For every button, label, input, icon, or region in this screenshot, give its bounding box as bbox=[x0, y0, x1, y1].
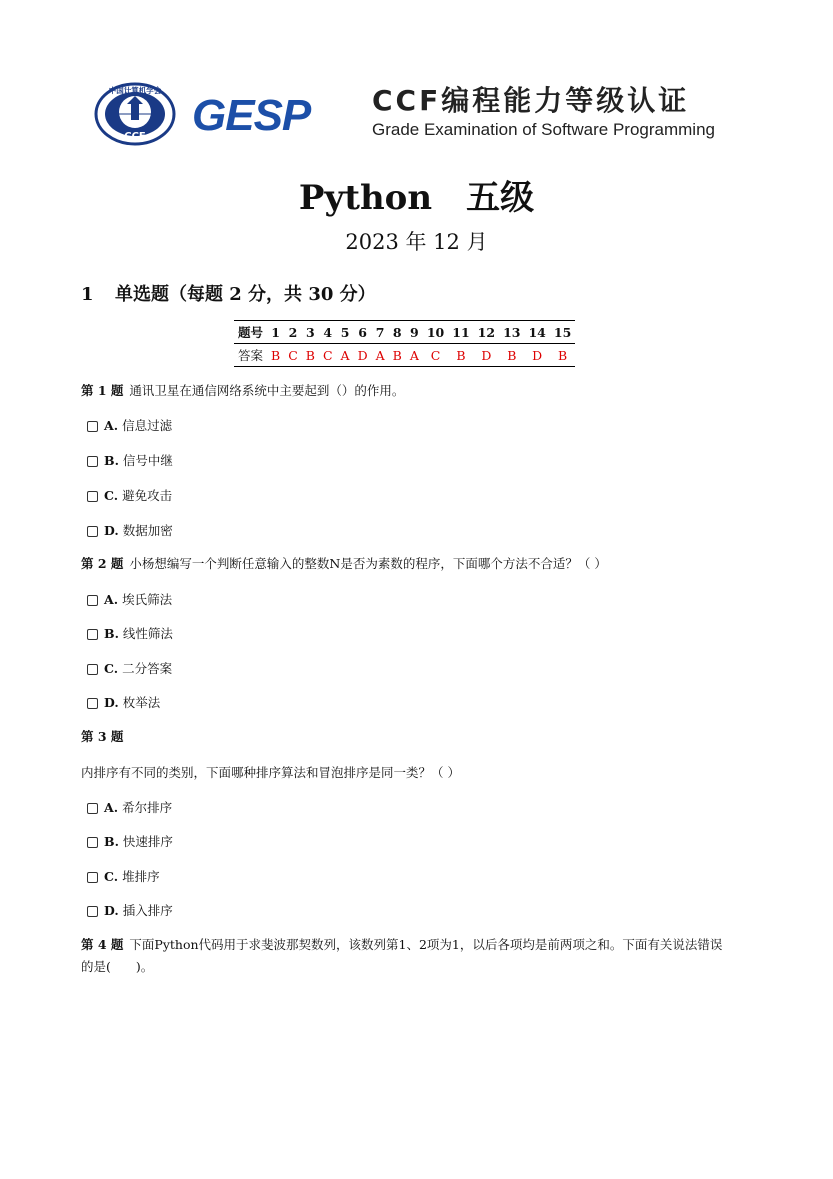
answer-table-answer: B bbox=[558, 347, 568, 363]
question-3-text: 内排序有不同的类别，下面哪种排序算法和冒泡排序是同一类？（ ） bbox=[81, 765, 460, 780]
answer-table-question-number: 14 bbox=[528, 324, 546, 340]
question-number: 第 4 题 bbox=[81, 937, 124, 952]
option-text: 快速排序 bbox=[122, 834, 173, 849]
answer-table-answer: A bbox=[409, 347, 419, 363]
checkbox[interactable] bbox=[87, 906, 98, 917]
option-text: 避免攻击 bbox=[122, 488, 173, 503]
exam-title bbox=[0, 170, 833, 219]
option-text: 信息过滤 bbox=[122, 418, 173, 433]
option-text: 数据加密 bbox=[122, 523, 173, 538]
answer-table-question-number: 9 bbox=[409, 324, 419, 340]
ccf-logo bbox=[94, 82, 176, 146]
answer-table-answer: C bbox=[322, 347, 333, 363]
answer-table-answer: D bbox=[532, 347, 543, 363]
question-2 bbox=[81, 554, 607, 574]
answer-table-answer: C bbox=[430, 347, 441, 363]
exam-level: 五级 bbox=[466, 178, 535, 218]
answer-table-answer: A bbox=[375, 347, 385, 363]
option-text: 插入排序 bbox=[122, 903, 173, 918]
checkbox[interactable] bbox=[87, 491, 98, 502]
checkbox[interactable] bbox=[87, 595, 98, 606]
option-letter: C. bbox=[104, 869, 119, 884]
checkbox[interactable] bbox=[87, 421, 98, 432]
answer-table-question-number: 5 bbox=[340, 324, 350, 340]
gesp-logo bbox=[190, 88, 342, 138]
answer-table-question-number: 7 bbox=[375, 324, 385, 340]
checkbox[interactable] bbox=[87, 664, 98, 675]
answer-table-question-number: 11 bbox=[452, 324, 470, 340]
answer-table-question-number: 8 bbox=[392, 324, 402, 340]
option-2a[interactable] bbox=[87, 592, 172, 608]
question-4 bbox=[81, 935, 722, 955]
checkbox[interactable] bbox=[87, 872, 98, 883]
checkbox[interactable] bbox=[87, 629, 98, 640]
option-2b[interactable] bbox=[87, 626, 173, 642]
option-letter: C. bbox=[104, 488, 119, 503]
answer-table-question-number: 6 bbox=[358, 324, 367, 340]
answer-table-question-number: 2 bbox=[288, 324, 298, 340]
option-1c[interactable] bbox=[87, 488, 172, 504]
question-1 bbox=[81, 381, 404, 401]
answer-table-answer: A bbox=[340, 347, 350, 363]
option-3c[interactable] bbox=[87, 869, 160, 885]
option-text: 线性筛法 bbox=[122, 626, 173, 641]
option-text: 堆排序 bbox=[122, 869, 160, 884]
option-letter: D. bbox=[104, 695, 119, 710]
option-1b[interactable] bbox=[87, 453, 173, 469]
option-1a[interactable] bbox=[87, 418, 172, 434]
answer-table-answer: B bbox=[271, 347, 281, 363]
gesp-logo-text: GESP bbox=[192, 91, 311, 138]
question-number: 第 3 题 bbox=[81, 729, 124, 744]
section-title: 单选题（每题 2 分，共 30 分） bbox=[115, 284, 376, 305]
option-letter: D. bbox=[104, 523, 119, 538]
option-text: 枚举法 bbox=[122, 695, 161, 710]
question-number: 第 1 题 bbox=[81, 383, 124, 398]
checkbox[interactable] bbox=[87, 698, 98, 709]
answer-table-question-number: 12 bbox=[477, 324, 496, 340]
checkbox[interactable] bbox=[87, 837, 98, 848]
option-2d[interactable] bbox=[87, 695, 160, 711]
option-letter: B. bbox=[104, 834, 119, 849]
answer-table-answer: C bbox=[288, 347, 298, 363]
option-text: 信号中继 bbox=[122, 453, 173, 468]
option-3b[interactable] bbox=[87, 834, 173, 850]
ccf-logo-text: CCF bbox=[124, 131, 146, 142]
question-4-text-cont: 的是( )。 bbox=[81, 959, 154, 974]
answer-table-header-label: 题号 bbox=[238, 325, 264, 340]
brand-title-cn: CCF编程能力等级认证 bbox=[372, 84, 690, 117]
option-3d[interactable] bbox=[87, 903, 173, 919]
answer-table-question-number: 4 bbox=[323, 324, 333, 340]
option-letter: B. bbox=[104, 453, 119, 468]
exam-date: 2023 年 12 月 bbox=[345, 230, 488, 254]
answer-table-question-number: 1 bbox=[271, 324, 280, 340]
checkbox[interactable] bbox=[87, 803, 98, 814]
answer-table-question-number: 15 bbox=[553, 324, 572, 340]
answer-table-answer: D bbox=[481, 347, 492, 363]
answer-table-answer-label: 答案 bbox=[238, 348, 264, 363]
option-letter: D. bbox=[104, 903, 119, 918]
option-text: 埃氏筛法 bbox=[122, 592, 173, 607]
question-3 bbox=[81, 727, 129, 747]
option-letter: A. bbox=[104, 592, 119, 607]
option-text: 希尔排序 bbox=[122, 800, 173, 815]
brand-block bbox=[372, 84, 715, 142]
option-2c[interactable] bbox=[87, 661, 172, 677]
answer-table-answer: B bbox=[456, 347, 466, 363]
brand-title-en: Grade Examination of Software Programming bbox=[372, 120, 715, 139]
ccf-logo-ring-text: 中国计算机学会 bbox=[108, 86, 162, 95]
question-text: 通讯卫星在通信网络系统中主要起到（）的作用。 bbox=[129, 383, 405, 398]
answer-table-answer: D bbox=[357, 347, 368, 363]
question-text: 小杨想编写一个判断任意输入的整数N是否为素数的程序，下面哪个方法不合适？（ ） bbox=[129, 556, 607, 571]
answer-table-answer: B bbox=[392, 347, 402, 363]
answer-table-answer: B bbox=[305, 347, 315, 363]
checkbox[interactable] bbox=[87, 526, 98, 537]
answer-table bbox=[234, 320, 575, 367]
exam-header bbox=[94, 82, 744, 146]
option-3a[interactable] bbox=[87, 800, 172, 816]
answer-table-question-number: 3 bbox=[306, 324, 315, 340]
option-1d[interactable] bbox=[87, 523, 173, 539]
option-letter: C. bbox=[104, 661, 119, 676]
section-number: 1 bbox=[81, 284, 94, 305]
checkbox[interactable] bbox=[87, 456, 98, 467]
option-letter: B. bbox=[104, 626, 119, 641]
option-letter: A. bbox=[104, 418, 119, 433]
option-text: 二分答案 bbox=[122, 661, 173, 676]
answer-table-question-number: 13 bbox=[503, 324, 521, 340]
question-number: 第 2 题 bbox=[81, 556, 124, 571]
answer-table-question-number: 10 bbox=[426, 324, 445, 340]
option-letter: A. bbox=[104, 800, 119, 815]
exam-language: Python bbox=[298, 178, 433, 218]
section-heading bbox=[81, 280, 376, 306]
question-text: 下面Python代码用于求斐波那契数列，该数列第1、2项为1，以后各项均是前两项之和。下面有关说法错误 bbox=[129, 937, 723, 952]
answer-table-answer: B bbox=[507, 347, 517, 363]
